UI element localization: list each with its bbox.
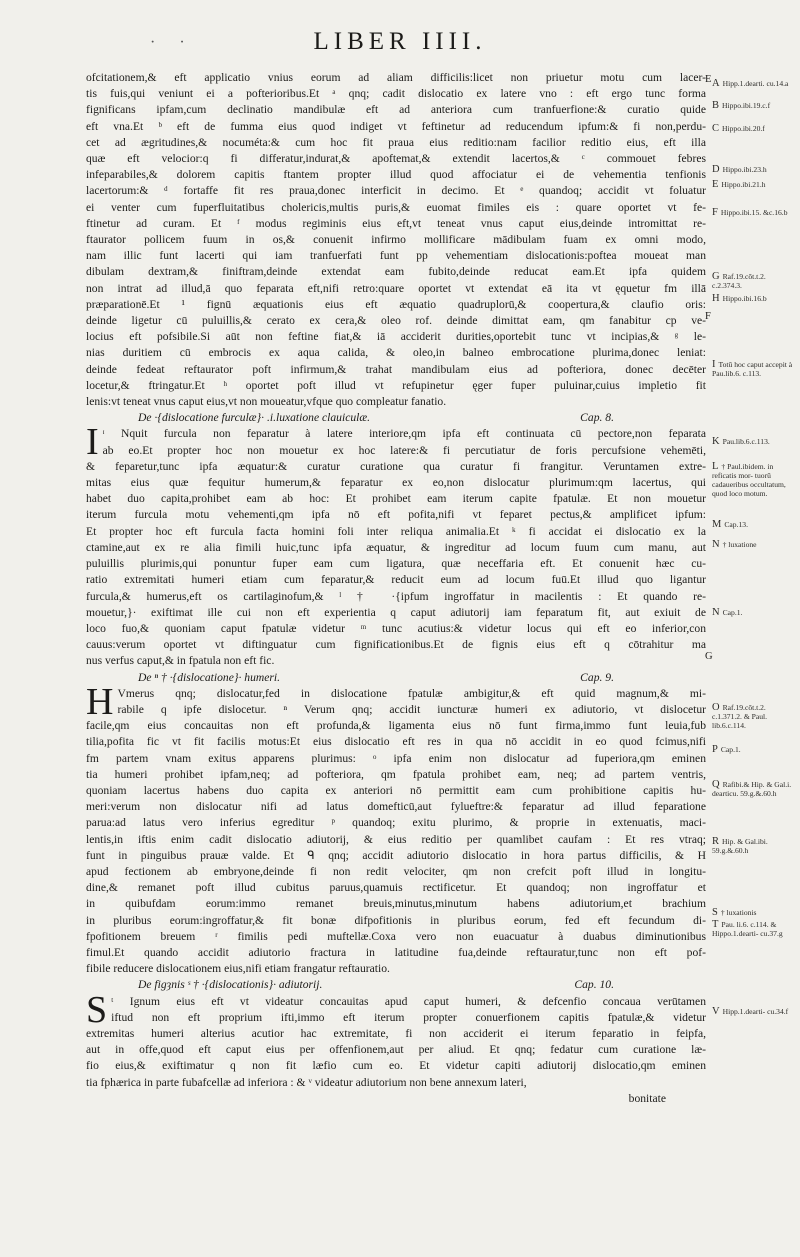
margin-note-letter: A [712, 78, 720, 89]
text-line: ftinetur ad curam. Et ᶠ modus regiminis eius eft,vt teneat vnus caput eius,deinde intromittat re- [86, 216, 706, 230]
margin-note-text: Hippo.ibi.21.h [721, 180, 766, 189]
main-text [86, 70, 706, 1107]
text-line: fio eius,& exiftimatur q non fit læfio cum eo. Et videtur capiti adiutorij dislocatio,qm eminen [86, 1059, 706, 1073]
margin-note-letter: T [712, 919, 719, 930]
margin-note [712, 745, 794, 754]
text-line: eft vna.Et ᵇ eft de fumma eius quod indiget vt feftinetur ad reducendum ipfum:& fi non,perdu- [86, 119, 706, 133]
text-line: ctamine,aut ex re alia fimili huic,tunc ipfa æquatur, & ingreditur ad locum fuum cum manu, aut [86, 540, 706, 554]
chapter-9-heading: De ⁿ † ·{dislocatione}· humeri. [138, 670, 281, 684]
margin-note-letter: V [712, 1006, 720, 1017]
margin-note-text: Hippo.ibi.15. &c.16.b [720, 208, 788, 217]
text-line: habet duo capita,prohibet eam ab hoc: Et prohibet eam iterum capite fpatulæ. Et non mouetur [86, 492, 706, 506]
drop-capital-i: I [86, 421, 99, 464]
paragraph-block-4 [86, 988, 706, 1091]
text-line: nus verfus caput,& in fpatula non eft fic. [86, 654, 275, 668]
text-line: ᵗ Ignum eius eft vt videatur concauitas apud caput humeri, & defcenfio concaua verūtamen [111, 994, 706, 1008]
margin-note-letter: P [712, 744, 718, 755]
margin-note [712, 520, 794, 529]
margin-note-letter: Q [712, 779, 720, 790]
text-line: lenis:vt teneat vnus caput eius,vt non moueatur,vfque quo compleatur fanatio. [86, 395, 447, 409]
margin-note-text: Hipp.1.dearti- cu.34.f [722, 1007, 789, 1016]
margin-note-text: Cap.1. [722, 608, 743, 617]
text-line: Et propter hoc eft furcula facta homini foli inter reliqua animalia.Et ᵏ fi accidat ei dislocatio ex la [86, 524, 706, 538]
text-line: loco fuo,& quoniam caput fpatulæ videtur ᵐ tunc acutius:& videtur locus qui eft eo inferior,con [86, 621, 706, 635]
margin-note-letter: R [712, 836, 720, 847]
margin-note-text: Rafibi.& Hip. & Gal.i. dearticu. 59.g.&.60.h [712, 780, 792, 798]
text-line: & feparetur,tunc ipfa æquatur:& curatur curatione qua curatur fi frangitur. Veruntamen extre- [86, 459, 706, 473]
text-line: furcula,& humerus,eft os cartilaginofum,& ˡ † ·{ipfum ingroffatur in macilentis : Et quando re- [86, 589, 706, 603]
chapter-9-title [138, 670, 706, 686]
text-line: iftud non eft proprium ifti,immo eft iterum propter conuerfionem capitis fpatulæ,& videtur [111, 1010, 706, 1024]
text-line: funt in pinguibus prauæ valde. Et ᑫ qnq; accidit adiutorio dislocatio in hora partus difficilis, & H [86, 848, 706, 862]
chapter-10-number: Cap. 10. [574, 978, 614, 992]
margin-note [712, 101, 794, 110]
text-line: iterum furcula motu vehementi,qm ipfa nō eft pofita,nifi vt feparet pectus,& amplificet ipfum: [86, 508, 706, 522]
margin-note-letter: N [712, 607, 720, 618]
margin-note-text: Hippo.ibi.16.b [722, 294, 767, 303]
text-line: fpofitionem breuem ʳ fimilis pedi muftellæ.Coxa vero non euacuatur à duabus diminutionibus [86, 929, 706, 943]
text-line: lentis,in iftis enim cadit dislocatio adiutorij, & eius reditio per quamlibet caufam : Et res vtraq; [86, 832, 706, 846]
drop-capital-h: H [86, 680, 114, 723]
chapter-8-title [138, 410, 706, 426]
text-line: ᶦ Nquit furcula non feparatur à latere interiore,qm ipfa eft continuata cū pectore,non feparata [102, 427, 706, 441]
paragraph-block-3-lines [86, 680, 706, 978]
text-line: fimul.Et quando accidit adiutorio fractura in latitudine fua,deinde reftauratur,tunc non eft pof- [86, 945, 706, 959]
margin-note-text: † Paul.ibidem. in reficatis mor- tuorū cadaueribus occultatum, quod loco motum. [712, 462, 786, 498]
text-line: cauus:verum oportet vt diftinguatur cum fignificationibus.Et de fignis eius eft q cōtrahitur ma [86, 638, 706, 652]
margin-note-text: Pau. li.6. c.114. & Hippo.1.dearti- cu.37.g [712, 920, 783, 938]
text-line: in pluribus eorum:ingroffatur,& fit bonæ difpofitionis in pluribus eorum, fed eft fecundum di- [86, 913, 706, 927]
margin-note-letter: L [712, 461, 719, 472]
text-line: tia humeri prohibet ipfam,neq; ad pofteriora, qm fpatula prohibet eam, neq; ad partem ventris, [86, 767, 706, 781]
margin-note [712, 180, 794, 189]
margin-note-text: Cap.1. [720, 745, 741, 754]
margin-note-text: Pau.lib.6.c.113. [722, 437, 770, 446]
margin-note [712, 360, 794, 378]
margin-note-text: Hippo.ibi.19.c.f [722, 101, 771, 110]
margin-note [712, 124, 794, 133]
text-line: fignificans ipfam,cum declinatio mandibulæ eft ad anteriora cum tranfuerfione:& curatio quide [86, 103, 706, 117]
margin-note-text: † luxationis [720, 908, 757, 917]
margin-reference-letter: F [705, 311, 711, 322]
text-line: locetur,& ftringatur.Et ʰ oportet poft illud vt refupinetur ęger fuper puluinar,cuius impletio fit [86, 378, 706, 392]
text-line: extremitas humeri alterius acutior hac extremitate, fi non acciderit ei iterum feparatio in feipfa, [86, 1026, 706, 1040]
text-line: tia fphærica in parte fubafcellæ ad inferiora : & ᵛ videatur adiutorium non bene annexum lateri, [86, 1075, 527, 1089]
margin-note [712, 1007, 794, 1016]
margin-note [712, 920, 794, 938]
text-line: locius eft pofsibile.Si aūt non feftine fiat,& iā acciderit durities,oportebit tunc vt incipias,& ᵍ le- [86, 330, 706, 344]
text-line: meri:verum non dislocatur nifi ad latus domefticū,aut fylueftre:& feparatur ad illud feparatione [86, 800, 706, 814]
paragraph-block-1 [86, 70, 706, 410]
catchword: bonitate [628, 1091, 666, 1105]
text-line: ei venter cum fuperfluitatibus cholericis,multis puris,& euomat fimiles eis : quare oportet vt fe- [86, 200, 706, 214]
text-line: in quibufdam eorum:immo remanet breuis,minutus,minutum habens adiutorium,et brachium [86, 897, 706, 911]
margin-reference-letter: G [705, 651, 713, 662]
margin-note-letter: B [712, 100, 720, 111]
margin-note-text: Raf.19.cōt.t.2. c.1.371.2. & Paul. lib.6.c.114. [712, 703, 768, 730]
text-line: deinde ligetur cū puluillis,& cerato ex cera,& oleo rof. deinde dimittat eam, qm fanabitur cp ve- [86, 314, 706, 328]
text-line: quæ eft velocior:q fi differatur,indurat,& apoftemat,& extendit lacertos,& ᶜ commouet febres [86, 152, 706, 166]
margin-note-letter: N [712, 539, 720, 550]
margin-note [712, 79, 794, 88]
margin-note-text: Hippo.ibi.20.f [722, 124, 765, 133]
chapter-8-heading: De ·{dislocatione furculæ}· .i.luxatione clauiculæ. [138, 411, 370, 425]
margin-note-text: Hip. & Gal.ibi. 59.g.&.60.h [712, 837, 768, 855]
paragraph-block-2-lines [86, 421, 706, 669]
text-line: fibile reducere dislocationem eius,nifi etiam frangatur reftauratio. [86, 962, 390, 976]
text-line: ftaurator pollicem fuum in os,& conuenit infirmo mollificare mādibulam fuam ex omni modo, [86, 233, 706, 247]
text-line: apud fectionem ab embryone,deinde fi non redit velociter, qm non crefcit poft illud in longitu- [86, 864, 706, 878]
paragraph-block-2 [86, 421, 706, 669]
text-line: deinde fedeat reftaurator poft infirmum,& trahat mandibulam eius ad pofteriora, donec decēter [86, 362, 706, 376]
margin-note-text: † luxatione [722, 540, 757, 549]
margin-note [712, 208, 794, 217]
margin-note-letter: C [712, 123, 720, 134]
text-line: dine,& remanet poft illud cubitus paruus,quamuis rectificetur. Et quandoq; non ingroffatur et [86, 881, 706, 895]
text-line: tis fuis,qui veniunt ei a pofterioribus.Et ᵃ qnq; cadit dislocatio ex latere vno : eft ergo tunc forma [86, 87, 706, 101]
running-head: LIBER IIII. [313, 28, 487, 55]
text-line: infeparabiles,& dolorem capitis ftantem propter illud quod affociatur ei de vehementia tenfionis [86, 168, 706, 182]
margin-note-text: Totū hoc caput accepit à Pau.lib.6. c.113. [712, 360, 793, 378]
chapter-9-number: Cap. 9. [580, 670, 614, 684]
margin-note [712, 165, 794, 174]
text-line: præparationē.Et ¹ fignū æquationis eius eft æquatio quadruplorū,& coopertura,& claufio oris: [86, 297, 706, 311]
margin-note-text: Cap.13. [724, 520, 748, 529]
text-line: puluillis plurimis,qui ponuntur fuper eam cum ligatura, quæ neceffaria eft. Et conuenit hæc cu- [86, 557, 706, 571]
text-line: aut in offe,quod eft caput eius per offenfionem,aut per aliud. Et qnq; fedatur cum curatione læ- [86, 1043, 706, 1057]
text-line: ofcitationem,& eft applicatio vnius eorum ad aliam difficilis:licet non priuetur motu cum lacer- [86, 71, 706, 84]
margin-note-letter: K [712, 436, 720, 447]
text-line: facile,qm eius concauitas non eft profunda,& ligamenta eius nō funt firma,immo funt leuia,fub [86, 719, 706, 733]
drop-capital-s: S [86, 988, 108, 1031]
margin-note-letter: F [712, 207, 718, 218]
paragraph-block-3 [86, 680, 706, 978]
margin-note-letter: H [712, 293, 720, 304]
text-line: fm partem vnam exitus apparens plurimus: ᵒ ipfa enim non dislocatur ad fuperiora,qm eminen [86, 751, 706, 765]
margin-note [712, 703, 794, 730]
margin-note [712, 837, 794, 855]
margin-note-text: Raf.19.cōt.t.2. c.2.374.3. [712, 272, 766, 290]
margin-note [712, 540, 794, 549]
text-line: non intrat ad illud,ā quo feparata eft,nifi retro:quare oportet vt extendat eā ita vt ęquetur fm illā [86, 281, 706, 295]
margin-note-text: Hippo.ibi.23.h [722, 165, 767, 174]
margin-note [712, 294, 794, 303]
chapter-10-heading: De figȝnis ˢ † ·{dislocationis}· adiutorij. [138, 978, 323, 992]
margin-note-letter: D [712, 164, 720, 175]
margin-note-letter: E [712, 179, 719, 190]
text-line: lacertorum:& ᵈ fortaffe fit res praua,donec interficit in decimo. Et ᵉ quandoq; accidit vt foluatur [86, 184, 706, 198]
text-line: ratio extremitati humeri etiam cum feparatur,& reducit eum ad locum fuū.Et illud quo ligantur [86, 573, 706, 587]
text-line: cet ad ægritudines,& nocuméta:& cum hoc fit praua eius reditio:nam facilior reditio eius, eft illa [86, 135, 706, 149]
text-line: Vmerus qnq; dislocatur,fed in dislocatione fpatulæ ambigitur,& eft quid magnum,& mi- [117, 686, 706, 700]
margin-note [712, 608, 794, 617]
margin-note-letter: G [712, 271, 720, 282]
margin-note [712, 780, 794, 798]
margin-note [712, 437, 794, 446]
text-line: mitas eius quæ fequitur humerum,& feparatur ex eo,non dislocatur plurimum:qm lacertus, qui [86, 476, 706, 490]
margin-note-letter: I [712, 359, 716, 370]
text-line: nam illic funt lacerti qui iam tranfuerfati funt pp vehementiam dislocationis:poftea moueat man [86, 249, 706, 263]
folio-marks: · · [150, 34, 195, 51]
margin-note-text: Hipp.1.dearti. cu.14.a [722, 79, 789, 88]
margin-reference-letter: E [705, 74, 712, 85]
chapter-8-number: Cap. 8. [580, 411, 614, 425]
text-line: nias duritiem cū embrocis ex aqua calida, & oleo,in balneo embrocatione plurima,donec leniat: [86, 346, 706, 360]
paragraph-block-4-lines [86, 988, 706, 1091]
text-line: dibulam dextram,& finiftram,deinde extendat eam fubito,deinde reducat eam.Et ipfa quidem [86, 265, 706, 279]
margin-note-letter: S [712, 907, 718, 918]
margin-note-letter: O [712, 702, 720, 713]
text-line: ab eo.Et propter hoc non mouetur ex hoc latere:& fi percutiatur de foris percufsione vehemēti, [102, 443, 706, 457]
margin-note [712, 462, 794, 498]
margin-note [712, 908, 794, 917]
text-line: tilia,pofita fic vt fit facilis motus:Et eius dislocatio eft res in qua nō accidit in eo quod fcimus,nifi [86, 735, 706, 749]
margin-note [712, 272, 794, 290]
text-line: mouetur,}· exiftimat ille cui non eft experientia q caput adiutorij iam feparatum fit, aut exiuit de [86, 605, 706, 619]
chapter-10-title [138, 977, 706, 993]
margin-note-letter: M [712, 519, 722, 530]
text-line: quoniam lacertus habens duo capita ex anteriori nō permittit eam cum prohibitione capitis hu- [86, 783, 706, 797]
text-line: rabile q ipfe dislocetur. ⁿ Verum qnq; accidit iuncturæ humeri ex adiutorio, vt dislocetur [117, 702, 706, 716]
text-line: parua:ad latus vero inferius egreditur ᵖ quandoq; exitu plurimo, & proprie in extenuatis, maci- [86, 816, 706, 830]
